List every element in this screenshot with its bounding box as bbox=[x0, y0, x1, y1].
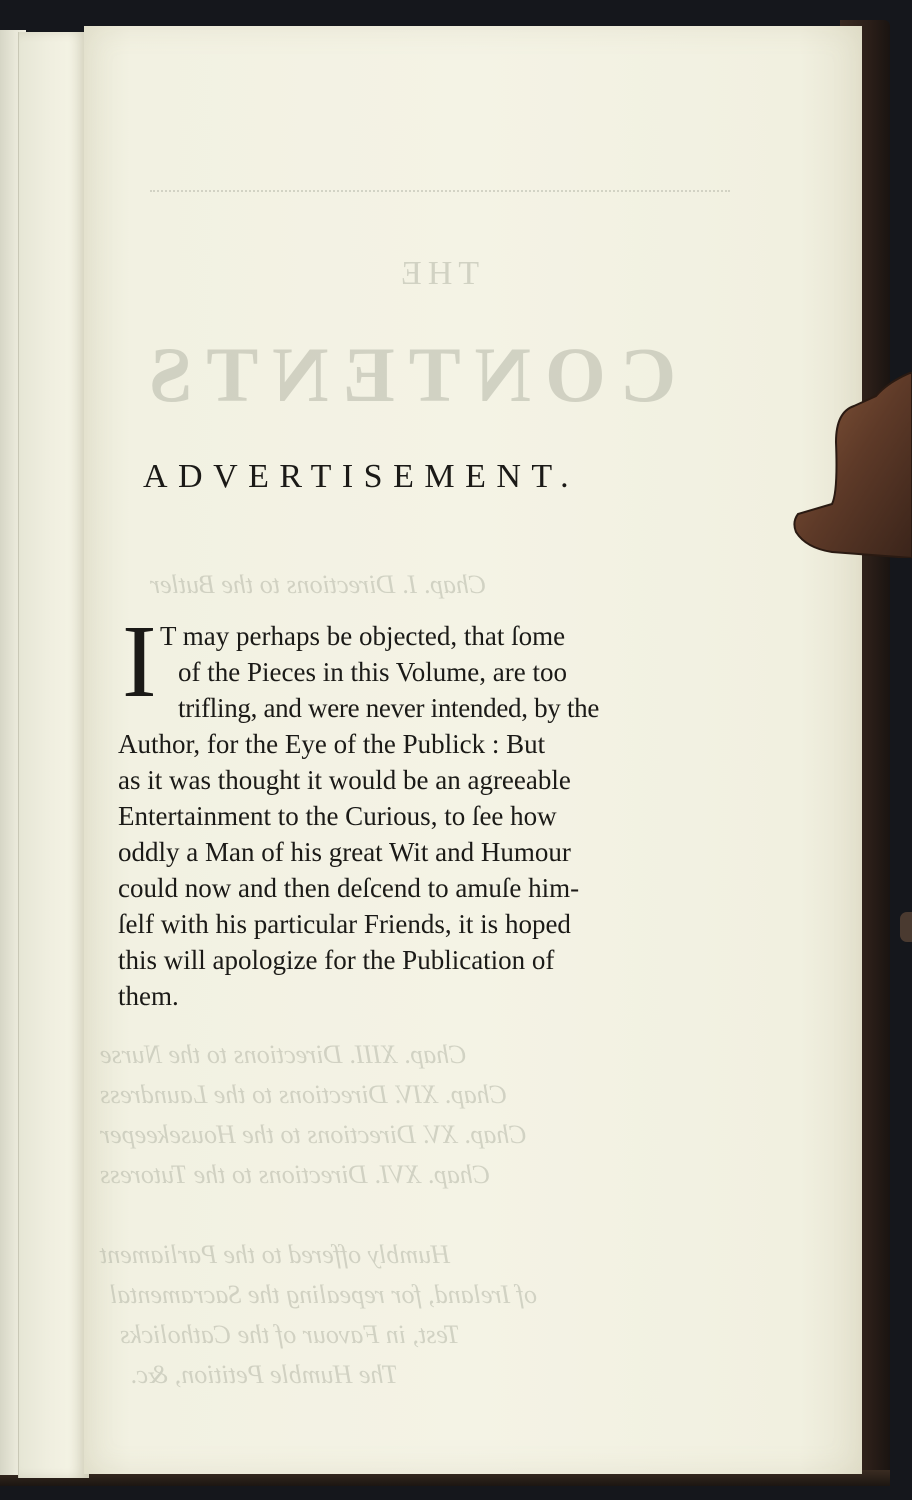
bleed-through-mark: Test, in Favour of the Catholicks bbox=[120, 1320, 460, 1349]
bleed-through-mark: Chap. I. Directions to the Butler bbox=[150, 570, 487, 599]
text-line: them. bbox=[118, 981, 179, 1011]
bleed-through-mark: CONTENTS bbox=[135, 331, 677, 418]
bleed-through-mark: Humbly offered to the Parliament bbox=[100, 1240, 450, 1269]
text-line: T may perhaps be objected, that ſome bbox=[160, 621, 566, 651]
bleed-through-mark: Chap. XVI. Directions to the Tutoress bbox=[100, 1160, 491, 1189]
text-line: Author, for the Eye of the Publick : But bbox=[118, 729, 546, 759]
clasp-pin bbox=[900, 912, 912, 942]
bleed-through-mark: Chap. XIII. Directions to the Nurse bbox=[100, 1040, 467, 1069]
text-line: Entertainment to the Curious, to ſee how bbox=[118, 801, 557, 831]
text-line: could now and then deſcend to amuſe him- bbox=[118, 873, 580, 903]
drop-cap: I bbox=[122, 604, 157, 719]
text-line: this will apologize for the Publication of bbox=[118, 945, 555, 975]
text-line: oddly a Man of his great Wit and Humour bbox=[118, 837, 571, 867]
text-line: trifling, and were never intended, by the bbox=[178, 693, 600, 723]
bleed-through-rule bbox=[150, 190, 730, 198]
bleed-through-mark: of Ireland, for repealing the Sacramental bbox=[110, 1280, 538, 1309]
bleed-through-mark: The Humble Petition, &c. bbox=[130, 1360, 398, 1389]
metal-clasp bbox=[792, 372, 912, 558]
text-line: as it was thought it would be an agreeable bbox=[118, 765, 571, 795]
page-heading: ADVERTISEMENT. bbox=[143, 458, 580, 495]
bleed-through-mark: Chap. XIV. Directions to the Laundress bbox=[100, 1080, 508, 1109]
gutter-fold bbox=[18, 32, 89, 1478]
text-line: of the Pieces in this Volume, are too bbox=[178, 657, 567, 687]
text-line: ſelf with his particular Friends, it is hoped bbox=[118, 909, 571, 939]
bleed-through-mark: Chap. XV. Directions to the Housekeeper bbox=[100, 1120, 527, 1149]
bleed-through-mark: THE bbox=[395, 255, 480, 292]
